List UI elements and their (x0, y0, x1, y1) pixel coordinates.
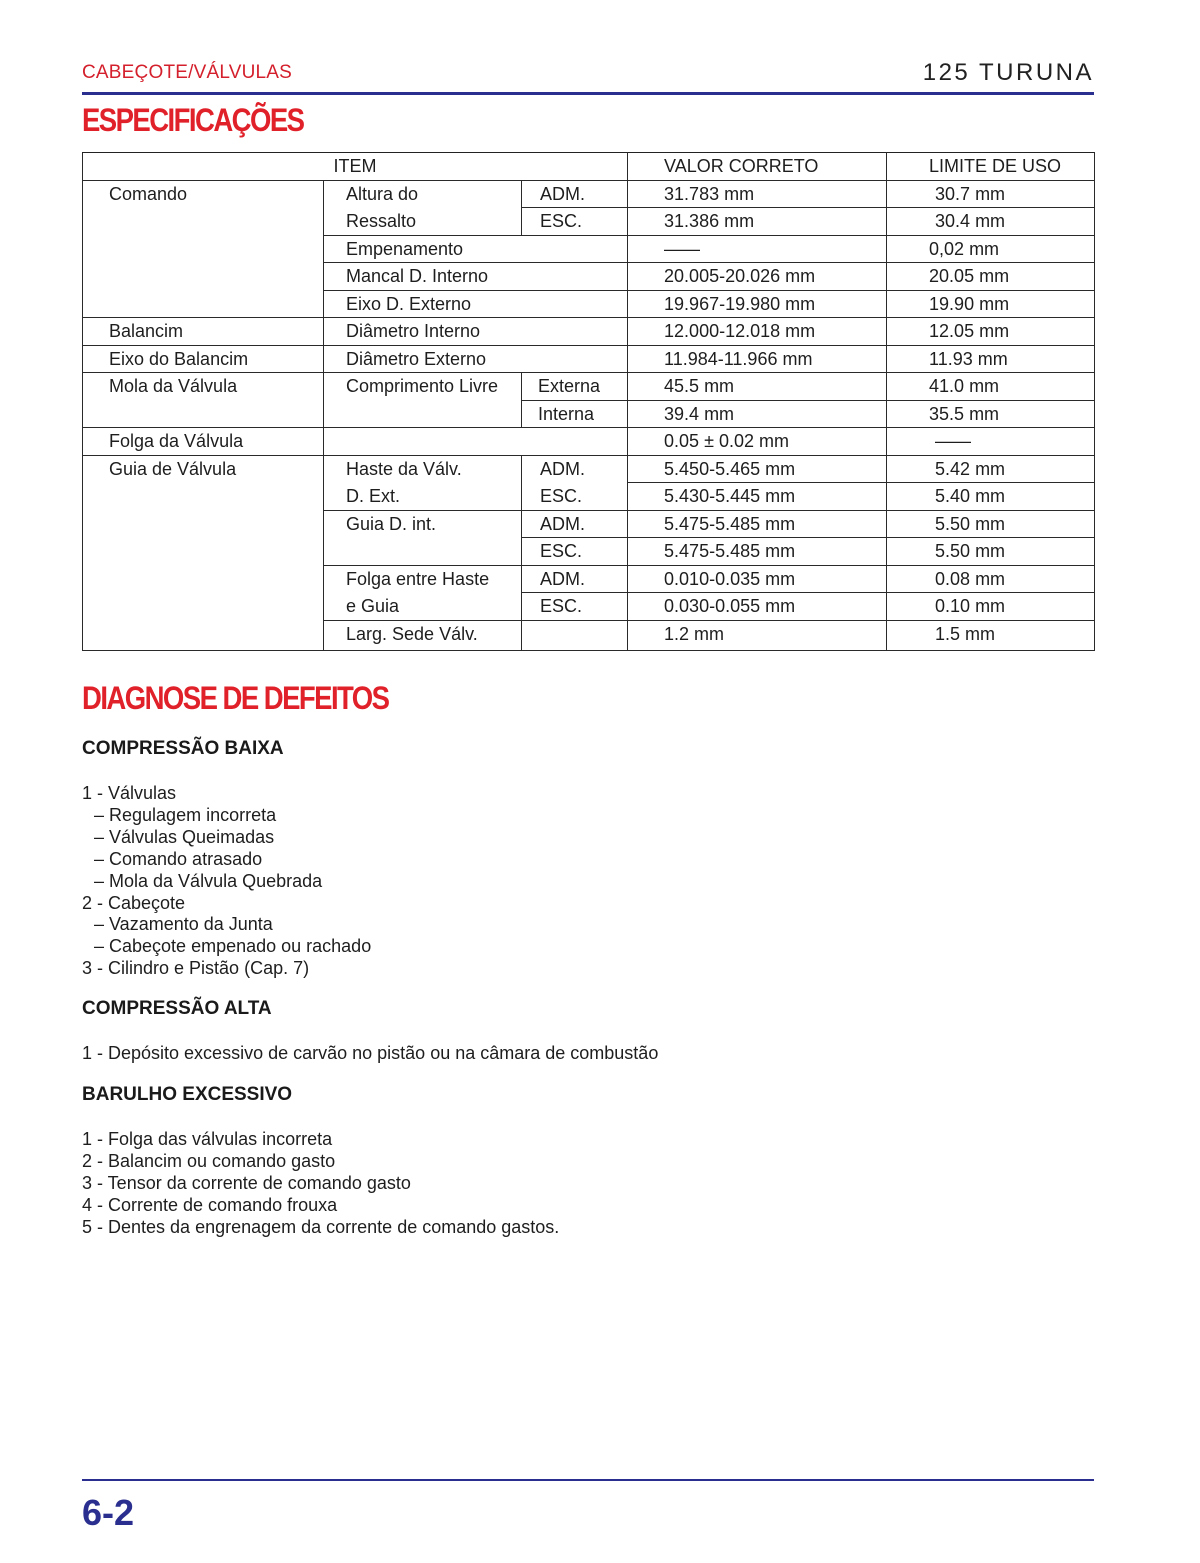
limit-cell: 5.50 mm (887, 538, 1095, 566)
sub-item-cell: Larg. Sede Válv. (324, 620, 522, 651)
list-item: – Regulagem incorreta (94, 804, 277, 825)
list-item: 1 - Depósito excessivo de carvão no pistão ou na câmara de combustão (82, 1043, 659, 1063)
value-cell: 0.030-0.055 mm (628, 593, 887, 621)
value-cell: —— (628, 235, 887, 263)
limit-cell: 5.50 mm (887, 510, 1095, 538)
value-cell: 5.475-5.485 mm (628, 510, 887, 538)
table-row (83, 290, 1095, 318)
list-item: 1 - Válvulas (82, 783, 177, 803)
sub-item-cell (324, 428, 628, 456)
limit-cell: 35.5 mm (887, 400, 1095, 428)
item-cell (83, 538, 324, 566)
side-cell: ESC. (522, 483, 628, 511)
list-item: 3 - Tensor da corrente de comando gasto (82, 1172, 411, 1193)
item-cell (83, 263, 324, 291)
header-rule (82, 92, 1094, 95)
list-item: 4 - Corrente de comando frouxa (82, 1194, 338, 1215)
sub-item-cell (324, 538, 522, 566)
page-number: 6-2 (82, 1492, 135, 1533)
side-cell: ESC. (522, 593, 628, 621)
value-cell: 0.05 ± 0.02 mm (628, 428, 887, 456)
table-row (83, 208, 1095, 236)
table-row (83, 428, 1095, 456)
table-row (83, 180, 1095, 208)
table-row (83, 510, 1095, 538)
value-cell: 5.430-5.445 mm (628, 483, 887, 511)
side-cell: Externa (522, 373, 628, 401)
footer-rule (82, 1479, 1094, 1481)
sub-item-cell: Empenamento (324, 235, 628, 263)
sub-item-cell: Diâmetro Interno (324, 318, 628, 346)
table-row (83, 565, 1095, 593)
list-item: 3 - Cilindro e Pistão (Cap. 7) (82, 958, 310, 979)
sub-item-cell: Diâmetro Externo (324, 345, 628, 373)
sub-item-cell: Eixo D. Externo (324, 290, 628, 318)
value-cell: 5.475-5.485 mm (628, 538, 887, 566)
value-cell: 39.4 mm (628, 400, 887, 428)
sub-item-cell: e Guia (324, 593, 522, 621)
list-item: 1 - Folga das válvulas incorreta (82, 1129, 333, 1149)
item-cell (83, 510, 324, 538)
value-cell: 5.450-5.465 mm (628, 455, 887, 483)
item-cell (83, 565, 324, 593)
high-compression-heading: COMPRESSÃO ALTA (82, 998, 272, 1019)
specifications-table (82, 152, 1095, 651)
limit-cell: 20.05 mm (887, 263, 1095, 291)
side-cell: ESC. (522, 538, 628, 566)
sub-item-cell: Mancal D. Interno (324, 263, 628, 291)
item-cell: Folga da Válvula (83, 428, 324, 456)
item-cell (83, 593, 324, 621)
value-cell: 31.783 mm (628, 180, 887, 208)
header-correct-value: VALOR CORRETO (628, 153, 887, 181)
side-cell: Interna (522, 400, 628, 428)
value-cell: 31.386 mm (628, 208, 887, 236)
item-cell (83, 208, 324, 236)
list-item: 5 - Dentes da engrenagem da corrente de comando gastos. (82, 1216, 560, 1237)
low-compression-heading: COMPRESSÃO BAIXA (82, 738, 284, 759)
side-cell: ADM. (522, 180, 628, 208)
item-cell: Eixo do Balancim (83, 345, 324, 373)
sub-item-cell: Altura do (324, 180, 522, 208)
item-cell: Comando (83, 180, 324, 208)
table-row (83, 373, 1095, 401)
side-cell (522, 620, 628, 651)
table-row (83, 263, 1095, 291)
table-row (83, 400, 1095, 428)
sub-item-cell (324, 400, 522, 428)
diagnosis-title: DIAGNOSE DE DEFEITOS (82, 680, 389, 716)
limit-cell: 11.93 mm (887, 345, 1095, 373)
specifications-title: ESPECIFICAÇÕES (82, 102, 304, 138)
item-cell (83, 235, 324, 263)
item-cell (83, 483, 324, 511)
value-cell: 0.010-0.035 mm (628, 565, 887, 593)
value-cell: 11.984-11.966 mm (628, 345, 887, 373)
limit-cell: 12.05 mm (887, 318, 1095, 346)
list-item: 2 - Balancim ou comando gasto (82, 1150, 336, 1171)
sub-item-cell: Guia D. int. (324, 510, 522, 538)
excessive-noise-heading: BARULHO EXCESSIVO (82, 1084, 293, 1105)
header-use-limit: LIMITE DE USO (887, 153, 1095, 181)
table-row (83, 455, 1095, 483)
side-cell: ADM. (522, 565, 628, 593)
excessive-noise-list (82, 1129, 559, 1239)
limit-cell: 0.10 mm (887, 593, 1095, 621)
value-cell: 19.967-19.980 mm (628, 290, 887, 318)
table-row (83, 538, 1095, 566)
side-cell: ADM. (522, 455, 628, 483)
table-row (83, 593, 1095, 621)
limit-cell: —— (887, 428, 1095, 456)
sub-item-cell: Folga entre Haste (324, 565, 522, 593)
item-cell: Guia de Válvula (83, 455, 324, 483)
limit-cell: 19.90 mm (887, 290, 1095, 318)
item-cell: Mola da Válvula (83, 373, 324, 401)
limit-cell: 0,02 mm (887, 235, 1095, 263)
list-item: – Vazamento da Junta (94, 914, 273, 935)
table-row (83, 318, 1095, 346)
table-row (83, 483, 1095, 511)
value-cell: 12.000-12.018 mm (628, 318, 887, 346)
low-compression-list (82, 783, 371, 980)
limit-cell: 1.5 mm (887, 620, 1095, 651)
sub-item-cell: Comprimento Livre (324, 373, 522, 401)
side-cell: ADM. (522, 510, 628, 538)
value-cell: 20.005-20.026 mm (628, 263, 887, 291)
list-item: – Válvulas Queimadas (94, 826, 275, 847)
table-header-row (83, 153, 1095, 181)
high-compression-list (82, 1043, 658, 1065)
list-item: – Mola da Válvula Quebrada (94, 870, 323, 891)
limit-cell: 41.0 mm (887, 373, 1095, 401)
table-row (83, 345, 1095, 373)
list-item: – Comando atrasado (94, 848, 263, 869)
sub-item-cell: D. Ext. (324, 483, 522, 511)
side-cell: ESC. (522, 208, 628, 236)
model-header: 125 TURUNA (922, 59, 1094, 86)
limit-cell: 5.42 mm (887, 455, 1095, 483)
sub-item-cell: Haste da Válv. (324, 455, 522, 483)
limit-cell: 30.7 mm (887, 180, 1095, 208)
limit-cell: 5.40 mm (887, 483, 1095, 511)
sub-item-cell: Ressalto (324, 208, 522, 236)
item-cell: Balancim (83, 318, 324, 346)
item-cell (83, 290, 324, 318)
list-item: – Cabeçote empenado ou rachado (94, 936, 372, 957)
limit-cell: 0.08 mm (887, 565, 1095, 593)
item-cell (83, 400, 324, 428)
table-row (83, 620, 1095, 651)
table-row (83, 235, 1095, 263)
list-item: 2 - Cabeçote (82, 892, 186, 913)
header-item: ITEM (83, 153, 628, 181)
value-cell: 45.5 mm (628, 373, 887, 401)
limit-cell: 30.4 mm (887, 208, 1095, 236)
section-header: CABEÇOTE/VÁLVULAS (82, 62, 293, 83)
item-cell (83, 620, 324, 651)
value-cell: 1.2 mm (628, 620, 887, 651)
